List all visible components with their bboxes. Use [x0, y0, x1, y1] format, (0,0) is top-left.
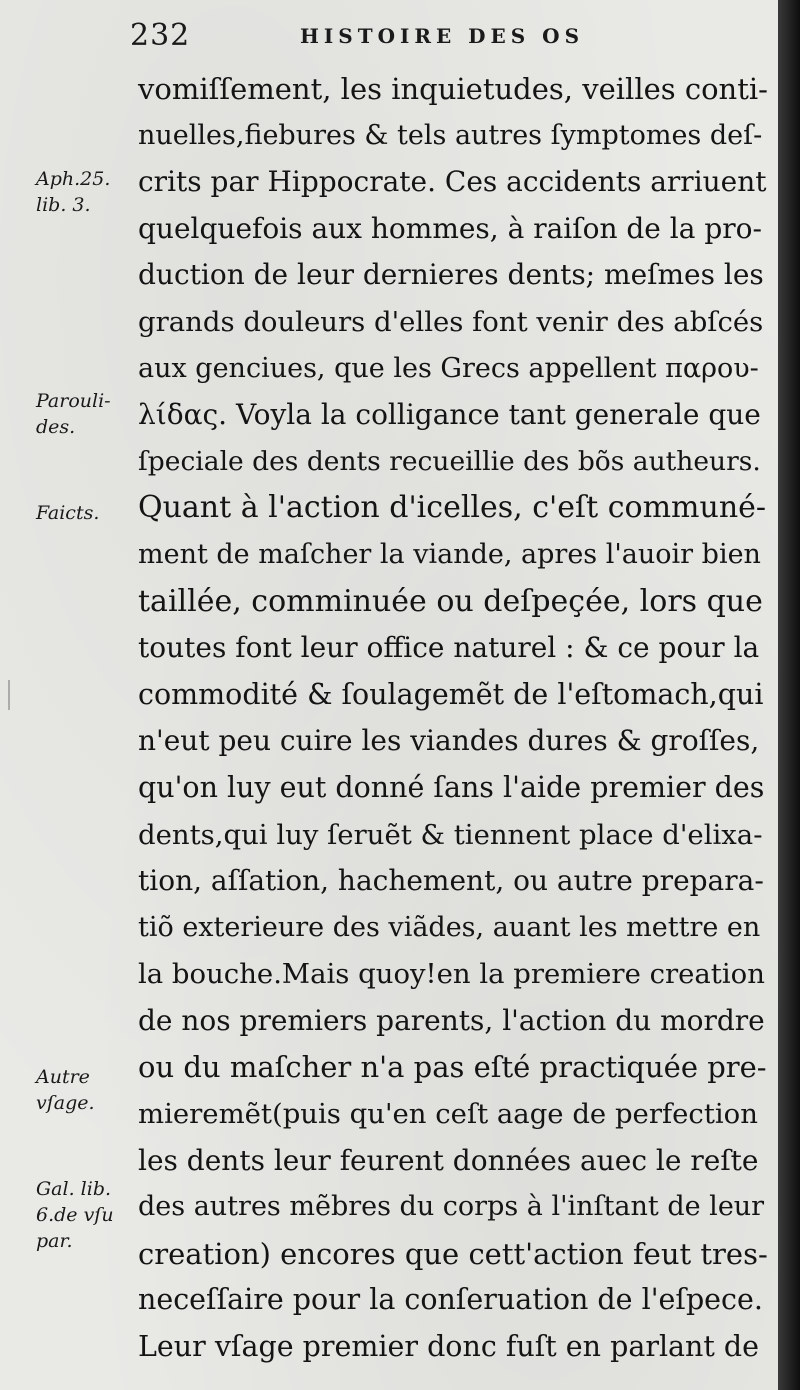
margin-note-autre-usage	[36, 1064, 95, 1116]
text-line: λίδας. Voyla la colligance tant generale que	[138, 398, 761, 432]
margin-note-line: Faicts.	[36, 502, 100, 524]
page-number: 232	[130, 18, 191, 53]
text-line: nuelles,fiebures & tels autres ſymptomes deſ-	[138, 119, 763, 151]
text-line: grands douleurs d'elles font venir des abſcés	[138, 305, 764, 338]
text-line: duction de leur dernieres dents; meſmes les	[138, 258, 764, 292]
page-edge-mark	[8, 680, 10, 710]
margin-note-line: Aph.25.	[36, 168, 111, 190]
text-line: aux genciues, que les Grecs appellent παρου-	[138, 352, 759, 384]
page-gutter-shadow	[778, 0, 800, 1390]
running-head: HISTOIRE DES OS	[300, 24, 585, 48]
margin-note-galen	[36, 1176, 114, 1254]
text-line: ment de maſcher la viande, apres l'auoir bien	[138, 538, 761, 570]
text-line: mieremẽt(puis qu'en ceſt aage de perfection	[138, 1098, 758, 1131]
text-line: les dents leur feurent données auec le reſte	[138, 1143, 759, 1177]
margin-note-line: des.	[36, 416, 76, 438]
text-line: Leur vſage premier donc fuſt en parlant de	[138, 1330, 760, 1364]
text-line: qu'on luy eut donné ſans l'aide premier des	[138, 770, 765, 804]
text-line: creation) encores que cett'action feut tres-	[138, 1236, 768, 1271]
text-line: commodité & ſoulagemẽt de l'eſtomach,qui	[138, 677, 764, 711]
margin-note-line: vſage.	[36, 1092, 95, 1114]
text-line: toutes font leur office naturel : & ce pour la	[138, 631, 760, 665]
text-line: ſpeciale des dents recueillie des bõs autheurs.	[138, 445, 761, 477]
text-line: dents,qui luy ſeruẽt & tiennent place d'elixa-	[138, 818, 763, 851]
text-line: crits par Hippocrate. Ces accidents arriuent	[138, 165, 767, 199]
text-line: tiõ exterieure des viãdes, auant les mettre en	[138, 911, 761, 943]
text-line: taillée, comminuée ou deſpeçée, lors que	[138, 583, 763, 619]
margin-note-line: Gal. lib.	[36, 1178, 112, 1200]
text-line: de nos premiers parents, l'action du mordre	[138, 1003, 765, 1037]
margin-note-line: par.	[36, 1230, 73, 1252]
margin-note-paroulides	[36, 388, 111, 440]
margin-note-line: 6.de vſu	[36, 1204, 114, 1226]
page-header	[130, 18, 650, 58]
text-line: tion, aſſation, hachement, ou autre prepara-	[138, 864, 764, 898]
text-line: neceſſaire pour la conſeruation de l'eſpece.	[138, 1283, 763, 1317]
body-text	[138, 66, 768, 1371]
text-line: quelquefois aux hommes, à raiſon de la pro-	[138, 211, 762, 245]
margin-note-line: lib. 3.	[36, 194, 91, 216]
margin-note-aphorism	[36, 166, 110, 218]
margin-note-faicts	[36, 500, 99, 526]
margin-note-line: Parouli-	[36, 390, 111, 412]
text-line: des autres mẽbres du corps à l'inſtant de leur	[138, 1191, 765, 1223]
text-line: n'eut peu cuire les viandes dures & groſſes,	[138, 724, 760, 758]
text-line: ou du maſcher n'a pas eſté practiquée pre-	[138, 1050, 767, 1085]
text-line: vomiſſement, les inquietudes, veilles conti-	[138, 72, 768, 106]
text-line: la bouche.Mais quoy!en la premiere creation	[138, 958, 765, 991]
margin-notes	[0, 0, 140, 1390]
margin-note-line: Autre	[36, 1066, 90, 1088]
text-line: Quant à l'action d'icelles, c'eſt communé-	[138, 490, 767, 526]
